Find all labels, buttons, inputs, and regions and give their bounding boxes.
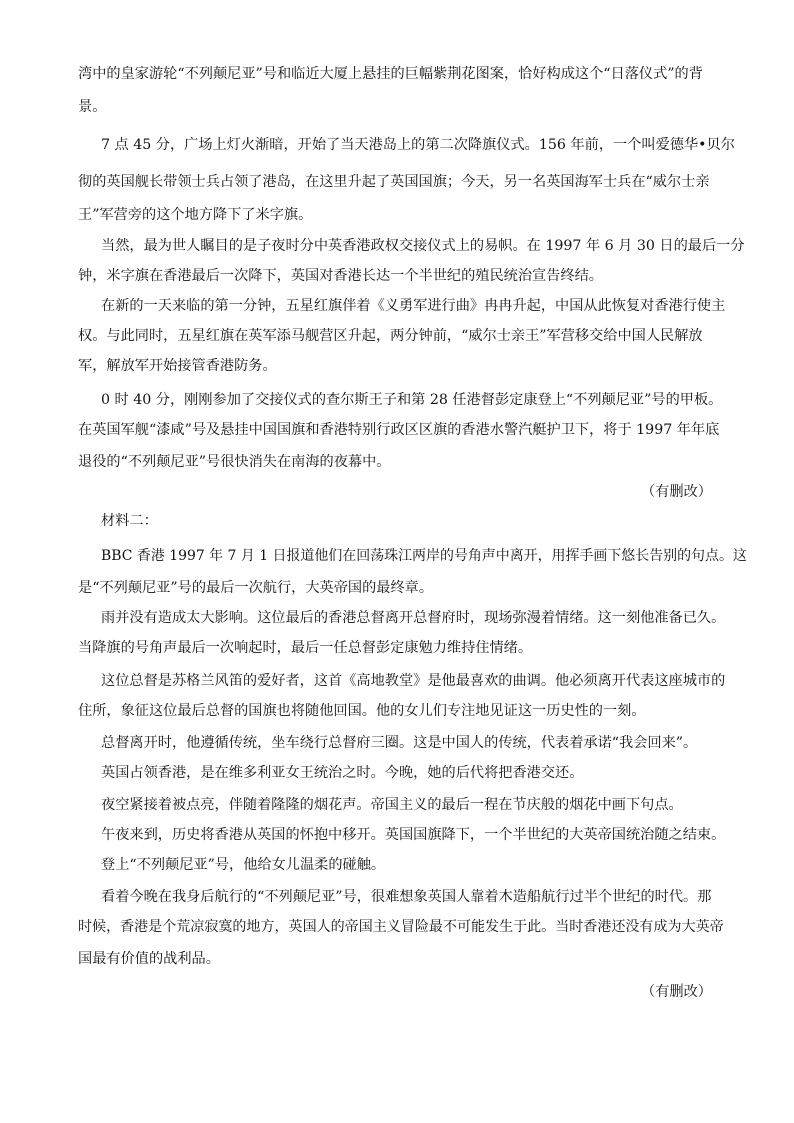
text-line: BBC 香港 1997 年 7 月 1 日报道他们在回荡珠江两岸的号角声中离开，用挥手画下悠长告别的句点。这 xyxy=(101,548,747,564)
text-line: 是“不列颠尼亚”号的最后一次航行，大英帝国的最终章。 xyxy=(78,580,434,596)
text-line: 钟，米字旗在香港最后一次降下，英国对香港长达一个半世纪的殖民统治宣告终结。 xyxy=(78,268,603,284)
text-line: 湾中的皇家游轮“不列颠尼亚”号和临近大厦上悬挂的巨幅紫荆花图案，恰好构成这个“日落仪式”的背 xyxy=(78,66,703,82)
revision-note: （有删改） xyxy=(641,984,712,1000)
text-line: 雨并没有造成太大影响。这位最后的香港总督离开总督府时，现场弥漫着情绪。这一刻他准备已久。 xyxy=(101,610,726,626)
text-line: 彻的英国舰长带领士兵占领了港岛，在这里升起了英国国旗；今天，另一名英国海军士兵在“威尔士亲 xyxy=(78,174,710,190)
text-line: 7 点 45 分，广场上灯火渐暗，开始了当天港岛上的第二次降旗仪式。156 年前，一个叫爱德华•贝尔 xyxy=(101,137,735,153)
text-line: 英国占领香港，是在维多利亚女王统治之时。今晚，她的后代将把香港交还。 xyxy=(101,765,584,781)
text-line: 这位总督是苏格兰风笛的爱好者，这首《高地教堂》是他最喜欢的曲调。他必须离开代表这座城市的 xyxy=(101,673,726,689)
text-line: 在英国军舰“漆咸”号及悬挂中国国旗和香港特别行政区区旗的香港水警汽艇护卫下，将于 1997 年年底 xyxy=(78,422,720,438)
text-line: 总督离开时，他遵循传统，坐车绕行总督府三圈。这是中国人的传统，代表着承诺“我会回来”。 xyxy=(101,735,698,751)
text-line: 夜空紧接着被点亮，伴随着隆隆的烟花声。帝国主义的最后一程在节庆般的烟花中画下句点。 xyxy=(101,797,683,813)
text-line: 当降旗的号角声最后一次响起时，最后一任总督彭定康勉力维持住情绪。 xyxy=(78,640,533,656)
text-line: 国最有价值的战利品。 xyxy=(78,951,220,967)
text-line: 午夜来到，历史将香港从英国的怀抱中移开。英国国旗降下，一个半世纪的大英帝国统治随之结束。 xyxy=(101,827,726,843)
text-line: 军，解放军开始接管香港防务。 xyxy=(78,358,277,374)
text-line: 退役的“不列颠尼亚”号很快消失在南海的夜幕中。 xyxy=(78,454,391,470)
text-line: 住所，象征这位最后总督的国旗也将随他回国。他的女儿们专注地见证这一历史性的一刻。 xyxy=(78,703,646,719)
text-line: 当然，最为世人瞩目的是子夜时分中英香港政权交接仪式上的易帜。在 1997 年 6 月 30 日的最后一分 xyxy=(101,238,745,254)
text-line: 0 时 40 分，刚刚参加了交接仪式的查尔斯王子和第 28 任港督彭定康登上“不列颠尼亚”号的甲板。 xyxy=(101,392,723,408)
text-line: 景。 xyxy=(78,99,107,115)
text-line: 权。与此同时，五星红旗在英军添马舰营区升起，两分钟前，“威尔士亲王”军营移交给中国人民解放 xyxy=(78,328,703,344)
text-line: 时候，香港是个荒凉寂寞的地方，英国人的帝国主义冒险最不可能发生于此。当时香港还没有成为大英帝 xyxy=(78,919,724,935)
text-line: 王”军营旁的这个地方降下了米字旗。 xyxy=(78,207,313,223)
text-line: 看着今晚在我身后航行的“不列颠尼亚”号，很难想象英国人靠着木造船航行过半个世纪的时代。那 xyxy=(101,889,712,905)
section-heading: 材料二： xyxy=(101,513,158,529)
text-line: 在新的一天来临的第一分钟，五星红旗伴着《义勇军进行曲》冉冉升起，中国从此恢复对香港行使主 xyxy=(101,298,726,314)
revision-note: （有删改） xyxy=(641,484,712,500)
text-line: 登上“不列颠尼亚”号，他给女儿温柔的碰触。 xyxy=(101,857,386,873)
